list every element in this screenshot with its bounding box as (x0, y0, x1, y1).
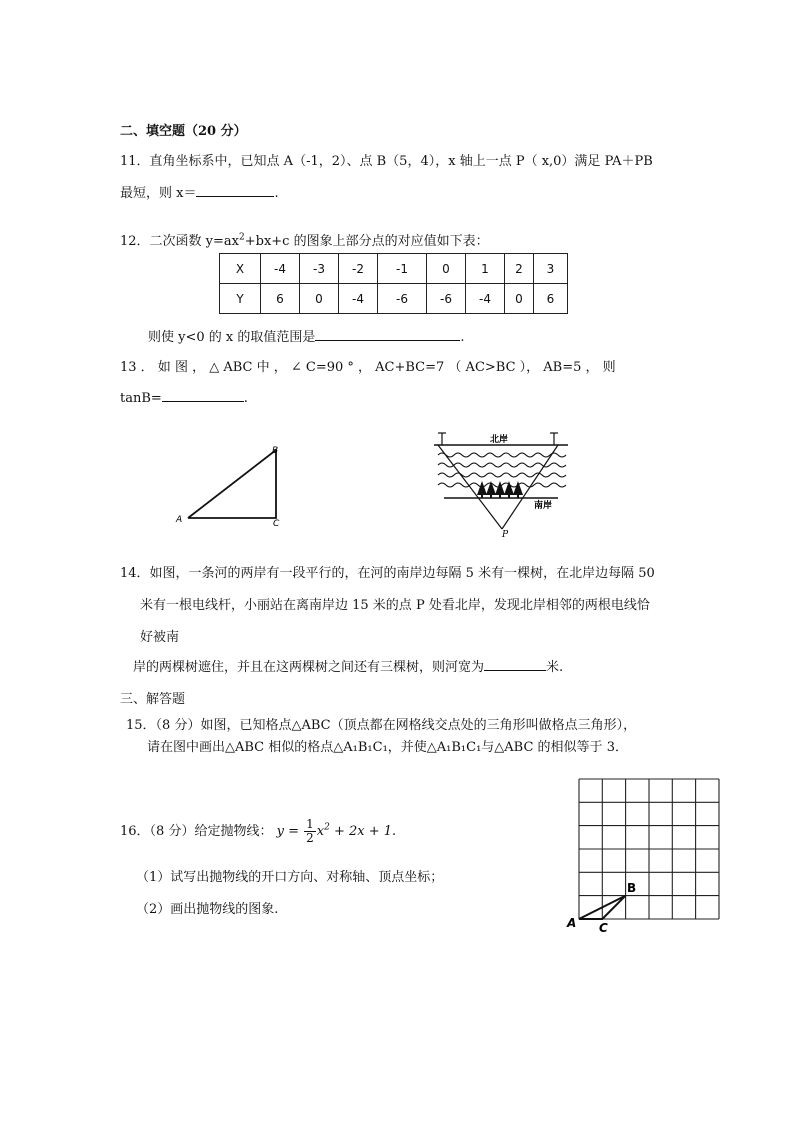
q11-line2-end: . (274, 186, 279, 201)
table-cell: -6 (378, 284, 427, 314)
table-cell: 0 (505, 284, 534, 314)
grid-lines (579, 779, 719, 919)
q11-line1: 11．直角坐标系中，已知点 A（-1，2）、点 B（5，4），x 轴上一点 P（ x,0）满足 PA＋PB (120, 154, 653, 169)
q12-answer-text: 则使 y<0 的 x 的取值范围是 (148, 330, 316, 345)
q11-line2 (120, 182, 279, 201)
q14-line4-text: 岸的两棵树遮住，并且在这两棵树之间还有三棵树，则河宽为 (133, 660, 485, 675)
q14-line4 (133, 656, 563, 675)
q12-prompt-post: +bx+c 的图象上部分点的对应值如下表： (244, 234, 489, 249)
q14-line4-end: 米. (546, 660, 564, 675)
section-title-fill-blank: 二、填空题（20 分） (120, 124, 247, 139)
table-cell: 3 (534, 254, 568, 284)
q16-sub1: （1）试写出抛物线的开口方向、对称轴、顶点坐标； (136, 870, 444, 885)
grid-vertex-c-label: C (599, 921, 608, 935)
q12-answer-blank (315, 327, 460, 341)
grid-figure (565, 775, 725, 935)
q16-formula-sup: 2 (324, 822, 330, 833)
q12-prompt (120, 230, 489, 249)
grid-vertex-b-label: B (627, 881, 637, 895)
point-p-label: P (502, 530, 509, 540)
vertex-b-label: B (272, 446, 279, 456)
table-cell: Y (220, 284, 261, 314)
tree-icons (477, 481, 523, 498)
q12-answer-end: . (460, 330, 465, 345)
vertex-a-label: A (176, 515, 183, 525)
triangle-abc (188, 450, 276, 518)
q12-prompt-sup: 2 (239, 232, 245, 243)
river-figure (430, 425, 575, 540)
table-cell: -4 (261, 254, 300, 284)
q13-line2-text: tanB= (120, 391, 162, 406)
q12-value-table (219, 253, 568, 314)
q13-line2 (120, 388, 248, 406)
table-row (220, 254, 568, 284)
q16-formula-tail: + 2x + 1. (333, 824, 397, 839)
table-cell: 6 (534, 284, 568, 314)
table-cell: X (220, 254, 261, 284)
q16-formula-x: x (316, 824, 325, 839)
triangle-figure (170, 440, 290, 530)
q15-line2: 请在图中画出△ABC 相似的格点△A₁B₁C₁，并使△A₁B₁C₁与△ABC 的相似等于 3． (147, 740, 628, 755)
fraction-numerator: 1 (306, 817, 314, 831)
table-cell: 2 (505, 254, 534, 284)
table-cell: -4 (466, 284, 505, 314)
q11-answer-blank (196, 183, 274, 197)
section-title-solve: 三、解答题 (120, 692, 186, 707)
q16-formula-lhs: y = (276, 824, 299, 839)
grid-vertex-a-label: A (567, 916, 577, 930)
q16-prompt-text: 16．（8 分）给定抛物线： (120, 824, 273, 839)
south-bank-label: 南岸 (534, 501, 553, 511)
table-cell: -1 (378, 254, 427, 284)
q14-answer-blank (484, 657, 546, 671)
q13-answer-blank (162, 388, 244, 402)
q14-line1: 14．如图，一条河的两岸有一段平行的，在河的南岸边每隔 5 米有一棵树，在北岸边每隔 50 (120, 566, 655, 581)
q16-fraction (304, 818, 316, 845)
q12-prompt-pre: 12．二次函数 y=ax (120, 234, 239, 249)
table-cell: -4 (339, 284, 378, 314)
q13-line2-end: . (243, 391, 248, 406)
vertex-c-label: C (273, 519, 280, 529)
utility-pole-icon (438, 433, 446, 445)
q14-line2: 米有一根电线杆，小丽站在离南岸边 15 米的点 P 处看北岸，发现北岸相邻的两根电线恰 (140, 598, 650, 613)
table-row (220, 284, 568, 314)
table-cell: -2 (339, 254, 378, 284)
q14-line3: 好被南 (140, 630, 180, 645)
table-cell: -3 (300, 254, 339, 284)
q16-prompt (120, 818, 396, 845)
fraction-denominator: 2 (306, 831, 314, 845)
table-cell: 0 (427, 254, 466, 284)
q11-line2-text: 最短，则 x＝ (120, 186, 197, 201)
table-cell: 0 (300, 284, 339, 314)
q16-sub2: （2）画出抛物线的图象. (136, 902, 279, 917)
table-cell: 6 (261, 284, 300, 314)
table-cell: -6 (427, 284, 466, 314)
north-bank-label: 北岸 (490, 435, 509, 445)
q12-answer-line (148, 326, 465, 345)
q15-line1: 15．（8 分）如图，已知格点△ABC（顶点都在网格线交点处的三角形叫做格点三角形）， (126, 718, 637, 733)
q13-line1: 13 ． 如 图 ， △ ABC 中 ， ∠ C=90 ° ， AC+BC=7 （ AC>BC ）， AB=5 ， 则 (120, 360, 616, 375)
table-cell: 1 (466, 254, 505, 284)
utility-pole-icon (550, 433, 558, 445)
